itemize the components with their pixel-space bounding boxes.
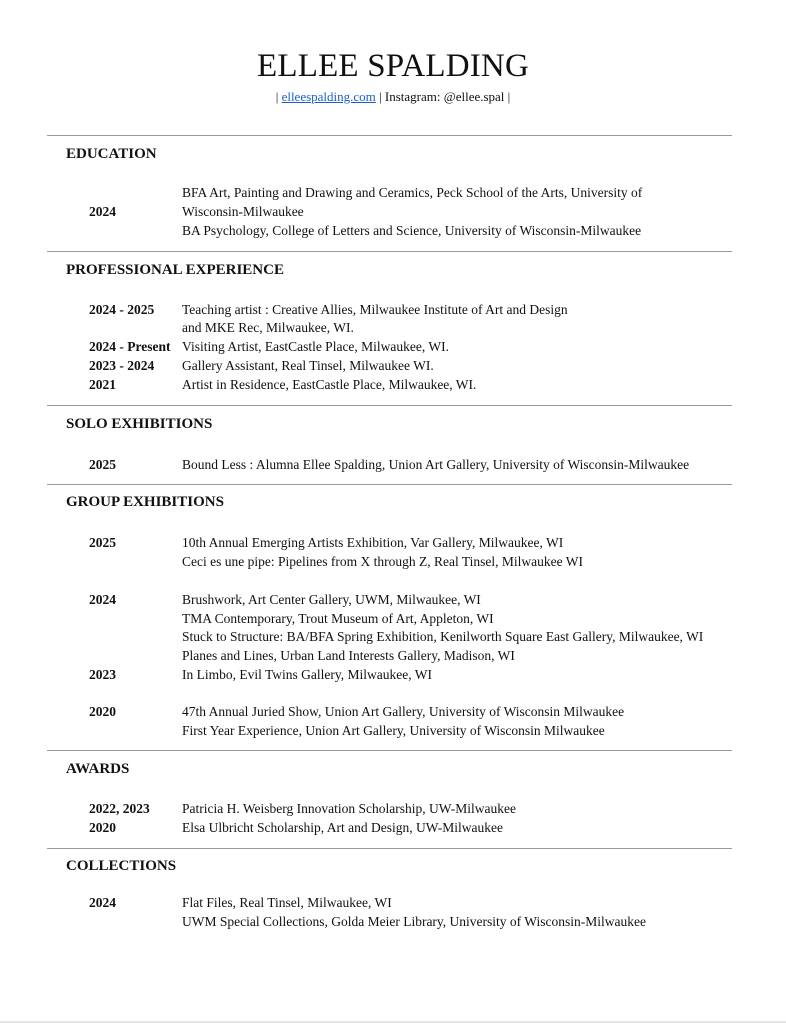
group-line: Planes and Lines, Urban Land Interests Gallery, Madison, WI bbox=[182, 648, 515, 663]
section-title-awards: AWARDS bbox=[66, 761, 130, 777]
education-line: BA Psychology, College of Letters and Science, University of Wisconsin-Milwaukee bbox=[182, 223, 642, 238]
education-line: Wisconsin-Milwaukee bbox=[182, 204, 304, 219]
professional-year: 2024 - 2025 bbox=[89, 302, 155, 317]
group-year: 2024 bbox=[89, 592, 116, 607]
education-year: 2024 bbox=[89, 204, 116, 219]
contact-line bbox=[0, 89, 786, 105]
education-line: BFA Art, Painting and Drawing and Ceramics, Peck School of the Arts, University of bbox=[182, 185, 643, 200]
collections-year: 2024 bbox=[89, 895, 116, 910]
section-divider bbox=[47, 484, 732, 485]
section-title-education: EDUCATION bbox=[66, 146, 157, 162]
group-line: Stuck to Structure: BA/BFA Spring Exhibition, Kenilworth Square East Gallery, Milwaukee, WI bbox=[182, 629, 704, 644]
professional-year: 2024 - Present bbox=[89, 339, 171, 354]
professional-line: and MKE Rec, Milwaukee, WI. bbox=[182, 320, 354, 335]
collections-line: Flat Files, Real Tinsel, Milwaukee, WI bbox=[182, 895, 392, 910]
section-divider bbox=[47, 848, 732, 849]
contact-suffix: | Instagram: @ellee.spal | bbox=[379, 89, 511, 104]
group-line: 10th Annual Emerging Artists Exhibition, Var Gallery, Milwaukee, WI bbox=[182, 535, 564, 550]
professional-line: Visiting Artist, EastCastle Place, Milwaukee, WI. bbox=[182, 339, 450, 354]
collections-line: UWM Special Collections, Golda Meier Library, University of Wisconsin-Milwaukee bbox=[182, 914, 646, 929]
group-line: Brushwork, Art Center Gallery, UWM, Milwaukee, WI bbox=[182, 592, 481, 607]
professional-year: 2023 - 2024 bbox=[89, 358, 155, 373]
group-line: In Limbo, Evil Twins Gallery, Milwaukee, WI bbox=[182, 667, 433, 682]
contact-prefix: | bbox=[275, 89, 279, 104]
group-line: TMA Contemporary, Trout Museum of Art, Appleton, WI bbox=[182, 611, 494, 626]
group-year: 2025 bbox=[89, 535, 116, 550]
section-divider bbox=[47, 135, 732, 136]
section-title-solo: SOLO EXHIBITIONS bbox=[66, 416, 213, 432]
awards-line: Patricia H. Weisberg Innovation Scholarship, UW-Milwaukee bbox=[182, 801, 516, 816]
awards-line: Elsa Ulbricht Scholarship, Art and Design, UW-Milwaukee bbox=[182, 820, 503, 835]
professional-year: 2021 bbox=[89, 377, 116, 392]
section-title-collections: COLLECTIONS bbox=[66, 858, 177, 874]
professional-line: Gallery Assistant, Real Tinsel, Milwaukee WI. bbox=[182, 358, 434, 373]
group-year: 2020 bbox=[89, 704, 116, 719]
group-line: Ceci es une pipe: Pipelines from X through Z, Real Tinsel, Milwaukee WI bbox=[182, 554, 583, 569]
section-divider bbox=[47, 405, 732, 406]
group-line: First Year Experience, Union Art Gallery, University of Wisconsin Milwaukee bbox=[182, 723, 605, 738]
solo-line: Bound Less : Alumna Ellee Spalding, Union Art Gallery, University of Wisconsin-Milwaukee bbox=[182, 457, 690, 472]
website-link[interactable]: elleespalding.com bbox=[281, 89, 376, 104]
group-year: 2023 bbox=[89, 667, 116, 682]
professional-line: Artist in Residence, EastCastle Place, Milwaukee, WI. bbox=[182, 377, 477, 392]
solo-year: 2025 bbox=[89, 457, 116, 472]
awards-year: 2020 bbox=[89, 820, 116, 835]
section-title-group: GROUP EXHIBITIONS bbox=[66, 494, 224, 510]
section-title-professional: PROFESSIONAL EXPERIENCE bbox=[66, 262, 284, 278]
resume-name: ELLEE SPALDING bbox=[257, 48, 529, 84]
section-divider bbox=[47, 251, 732, 252]
section-divider bbox=[47, 750, 732, 751]
professional-line: Teaching artist : Creative Allies, Milwaukee Institute of Art and Design bbox=[182, 302, 568, 317]
awards-year: 2022, 2023 bbox=[89, 801, 150, 816]
group-line: 47th Annual Juried Show, Union Art Gallery, University of Wisconsin Milwaukee bbox=[182, 704, 625, 719]
